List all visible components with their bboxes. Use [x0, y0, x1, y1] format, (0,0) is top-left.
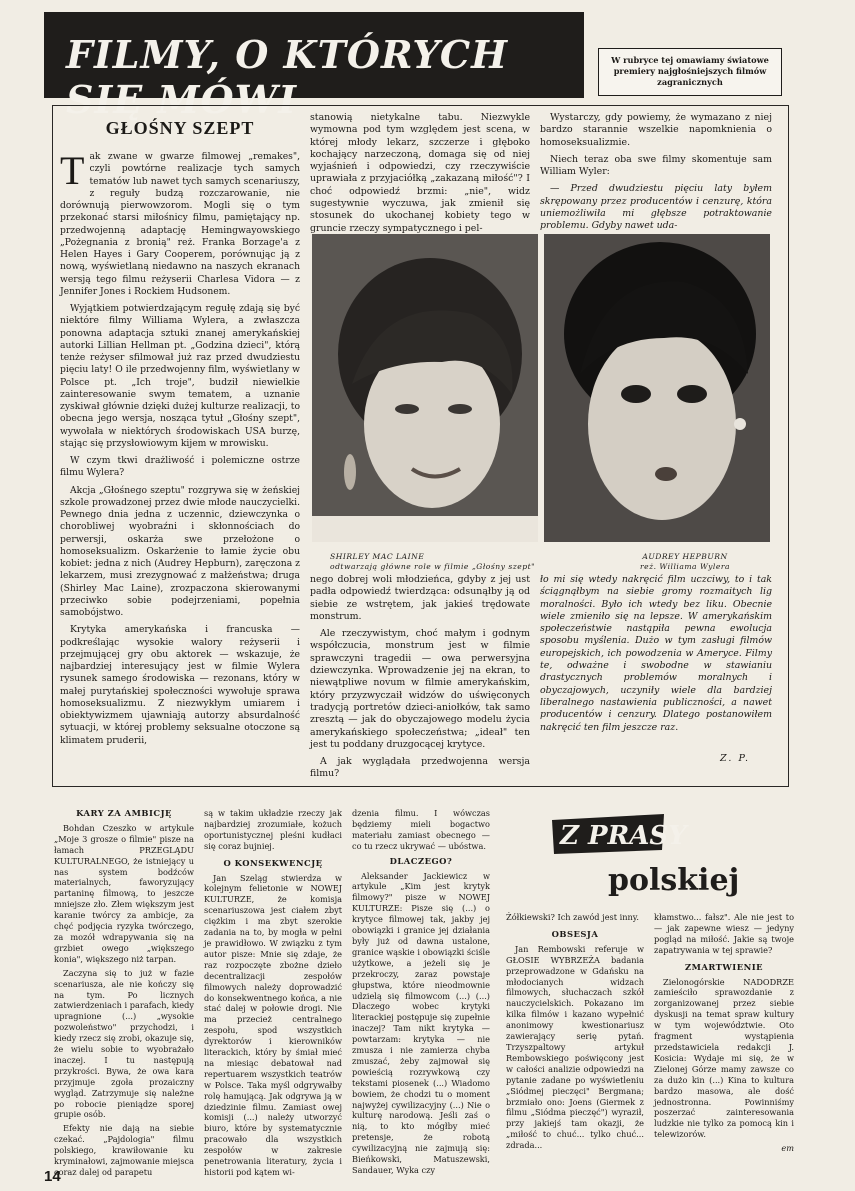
press-column-1 [54, 808, 194, 1181]
paragraph: kłamstwo... fałsz". Ale nie jest to — jak zapewne wiesz — jedyny pogląd na miłość. Jakie są twoje zapatrywania w tej sprawie? [654, 912, 794, 955]
paragraph: Krytyka amerykańska i francuska — podkreślając wysokie walory reżyserii i przejmującej gry obu aktorek — wskazuje, że najbardziej interesujący jest w filmie Wylera rysunek samego środowiska — rezonans, który w małej purytańskiej społeczności wywołuje sprawa homoseksualizmu. Z niezwykłym umiarem i obiektywizmem ujawniają autorzy absurdalność sytuacji, w której problemy seksualne otoczone są klimatem pruderii, [60, 624, 300, 746]
paragraph: dzenia filmu. I wówczas będziemy mieli bogactwo materiału zamiast obecnego — co tu rzecz ukrywać — ubóstwa. [352, 808, 490, 851]
caption-left-desc: odtwarzają główne role w filmie „Głośny szept" [330, 562, 536, 571]
page-number: 14 [44, 1168, 61, 1185]
press-signature: em [781, 1143, 794, 1154]
photo-shirley-mac-laine [312, 234, 538, 542]
paragraph: A jak wyglądała przedwojenna wersja filmu? [310, 756, 530, 780]
paragraph: Jan Szeląg stwierdza w kolejnym felietonie w NOWEJ KULTURZE, że komisja scenariuszowa jest ciałem zbyt ciężkim i ma zbyt szerokie zadania na to, by mogła w pełni je prawidłowo. W związku z tym autor pisze: Mnie się zdaje, że raz rozpoczęte zbożne dzieło decentralizacji zespołów filmowych należy doprowadzić do konsekwentnego końca, a nie stać dalej w połowie drogi. Nie ma przecież centralnego zespołu, spod wszystkich dyrektorów i kierowników literackich, który by śmiał mieć na miesiąc debatował nad repertuarem wszystkich teatrów w Polsce. Taka myśl odgrywałby rolę hamującą. Jak odgrywa ją w dziedzinie filmu. Zamiast owej komisji (...) należy utworzyć biuro, które by systematycznie pracowało dla wszystkich zespołów w zakresie penetrowania literatury, życia i historii pod kątem wi- [204, 872, 342, 1177]
article-signature: Z. P. [720, 753, 750, 764]
press-column-2 [204, 808, 342, 1181]
header-banner [44, 12, 584, 122]
subhead-konsekwencje: O KONSEKWENCJĘ [223, 857, 323, 868]
press-column-3 [352, 808, 490, 1179]
rubric-box [598, 48, 782, 96]
paragraph: Ale rzeczywistym, choć małym i godnym współczucia, monstrum jest w filmie sprawczyni tragedii — owa perwersyjna dziewczynka. Wprowadzenie jej na ekran, to niewątpliwe novum w filmie amerykańskim, który przyzwyczaił widzów do uświęconych tradycją portretów dzieci-aniołków, tak samo zresztą — jak do obyczajowego modelu życia amerykańskiego społeczeństwa; „ideał" ten jest tu poddany druzgocącej krytyce. [310, 628, 530, 750]
paragraph: Aleksander Jackiewicz w artykule „Kim jest krytyk filmowy?" pisze w NOWEJ KULTURZE: Pisze się (...) o krytyce filmowej tak, jakby jej obowiązki i granice jej działania były już od dawna ustalone, granice wąskie i obowiązki ściśle użytkowe, a jeżeli się je przekroczy, zaraz powstaje głupstwa, które nieodmownie udzielą się filmowcom (...) (...) Dlaczego wobec krytyki literackiej postępuje się zupełnie inaczej? Tam nikt krytyka — powtarzam: krytyka — nie zmusza i nie zamierza chyba zmuszać, żeby zajmował się powieścią rozrywkową czy tekstami piosenek (...) Wiadomo bowiem, że chodzi tu o moment najwyżej cywilizacyjny (...) Nie o kulturę narodową. Jeśli zaś o nią, to kto mógłby mieć pretensje, że robotą cywilizacyjną nie zajmują się: Bieńkowski, Matuszewski, Sandauer, Wyka czy [352, 870, 490, 1175]
article-column-1 [60, 116, 300, 752]
press-logo-line2: polskiej [608, 863, 740, 898]
subhead-kary: KARY ZA AMBICJĘ [76, 808, 172, 818]
paragraph: Bohdan Czeszko w artykule „Moje 3 grosze o filmie" pisze na łamach PRZEGLĄDU KULTURALNEGO, że istniejący u nas system bodźców materialnych, faworyzujący partaninę filmową, to jeszcze mniejsze zło. Złem większym jest karanie twórcy za ambicje, za chęć podjęcia ryzyka twórczego, za mozół wdrapywania się na grzbiet owego „większego konia", większego niż tarpan. [54, 822, 194, 964]
paragraph: ło mi się wtedy nakręcić film uczciwy, to i tak ściągnąłbym na siebie gromy rozmaitych lig moralności. Było ich wtedy bez liku. Obecnie wiele zmieniło się na lepsze. W amerykańskim społeczeństwie nastąpiła pewna ewolucja sposobu myślenia. Dużo w tym zasługi filmów europejskich, ich powodzenia w Ameryce. Filmy te, odważne i swobodne w stawianiu drastycznych problemów moralnych i obyczajowych, uczyniły wiele dla bardziej liberalnego nastawienia publiczności, a nawet producentów i cenzury. Dlatego postanowiłem nakręcić ten film jeszcze raz. [540, 574, 772, 733]
paragraph: są w takim układzie rzeczy jak najbardziej zrozumiałe, kożuch oportunistycznej pleśni kudłaci się coraz bujniej. [204, 808, 342, 851]
paragraph: nego dobrej woli młodzieńca, gdyby z jej ust padła odpowiedź twierdząca: odsunąłby ją od siebie ze wstrętem, jak jakieś trędowate monstrum. [310, 574, 530, 622]
article-column-2-top [310, 112, 530, 240]
photo-audrey-hepburn [544, 234, 770, 542]
caption-right-name: AUDREY HEPBURN [642, 552, 728, 561]
paragraph: Wystarczy, gdy powiemy, że wymazano z niej bardzo starannie wszelkie napomknienia o homoseksualizmie. [540, 112, 772, 148]
article-column-3-top [540, 112, 772, 238]
press-column-5 [654, 912, 794, 1154]
rubric-text: W rubryce tej omawiamy światowe premiery najgłośniejszych filmów zagranicznych [611, 55, 769, 87]
drop-cap: T [60, 148, 85, 193]
paragraph: Efekty nie dają na siebie czekać. „Pajdologia" filmu polskiego, krawiłowanie ku kryminałowi, zajmowanie miejsca coraz dalej od parapetu [54, 1123, 194, 1177]
subhead-obsesja: OBSESJA [551, 928, 599, 939]
paragraph: Wyjątkiem potwierdzającym regułę zdają się być niektóre filmy Williama Wylera, a zwłaszcza ponowna adaptacja sztuki znanej amerykańskiej autorki Lillian Hellman pt. „Godzina dzieci", którą tenże reżyser sfilmował już raz przed dwudziestu pięciu laty! O ile przedwojenny film, wyświetlany w Polsce pt. „Ich troje", budził niewielkie zainteresowanie swym tematem, a uznanie zyskiwał głównie dzięki dużej kulturze realizacji, to obecna jego wersja, nosząca tytuł „Głośny szept", wywołała w niektórych środowiskach USA burzę, stając się przysłowiowym kijem w mrowisku. [60, 303, 300, 449]
subhead-zmartwienie: ZMARTWIENIE [684, 961, 764, 972]
paragraph: Akcja „Głośnego szeptu" rozgrywa się w żeńskiej szkole prowadzonej przez dwie młode nauczycielki. Pewnego dnia jedna z uczennic, dziewczynka o chorobliwej wyobraźni i skłonnościach do perwersji, oskarża swe przełożone o homoseksualizm. Oskarżenie to łamie życie obu kobiet: jedna z nich (Audrey Hepburn), zaręczona z lekarzem, musi zrezygnować z małżeństwa; druga (Shirley Mac Laine), zrozpaczona skierowanymi przeciwko sobie podejrzeniami, popełnia samobójstwo. [60, 484, 300, 618]
caption-left-name: SHIRLEY MAC LAINE [330, 552, 425, 561]
paragraph: Zielonogórskie NADODRZE zamieściło sprawozdanie z zorganizowanej przez siebie dyskusji na temat spraw kultury w tym województwie. Oto fragment wystąpienia przedstawiciela redakcji J. Kosicia: Wydaje mi się, że w Zielonej Górze mamy zawsze co za dużo kin (...) Kina to kultura bardzo masowa, ale dość jednostronna. Powinniśmy poszerzać zainteresowania ludzkie nie tylko za pomocą kin i telewizorów. [654, 976, 794, 1140]
paragraph: Żółkiewski? Ich zawód jest inny. [506, 912, 639, 922]
paragraph: — Przed dwudziestu pięciu laty byłem skrępowany przez producentów i cenzurę, która uniemożliwiła mi głębsze potraktowanie problemu. Gdyby nawet uda- [540, 183, 772, 232]
paragraph: Niech teraz oba swe filmy skomentuje sam William Wyler: [540, 153, 772, 178]
article-column-2-bottom [310, 574, 530, 786]
section-title: FILMY, O KTÓRYCH SIĘ MÓWI [66, 32, 508, 122]
paragraph: Jan Rembowski referuje w GŁOSIE WYBRZEŻA badania przeprowadzone w Gdańsku na młodocianych widzach filmowych, słuchaczach szkół nauczycielskich. Pokazano im kilka filmów i kazano wypełnić anonimowy kwestionariusz zawierający serię pytań. Trzyszpaltowy artykuł Rembowskiego poświęcony jest w całości analizie odpowiedzi na pytanie zadane po wyświetleniu „Siódmej pieczęci" Bergmana; brzmiało ono: Joens (Giermek z filmu „Siódma pieczęć") wyraził, przy jakiejś tam okazji, że „miłość to chuć... tylko chuć... zdrada... [506, 943, 644, 1151]
article-column-3-bottom [540, 574, 772, 739]
paragraph: W czym tkwi drażliwość i polemiczne ostrze filmu Wylera? [60, 455, 300, 479]
paragraph: stanowią nietykalne tabu. Niezwykle wymowna pod tym względem jest scena, w której młody lekarz, szczerze i głęboko kochający narzeczoną, domaga się od niej wyjaśnień i odpowiedzi, czy rzeczywiście uprawiała z przyjaciółką „zakazaną miłość"? I choć odpowiedź brzmi: „nie", widz sugestywnie wyczuwa, jak zmienił się stosunek do ukochanej kobiety tego w gruncie rzeczy sympatycznego i pel- [310, 112, 530, 234]
subhead-dlaczego: DLACZEGO? [389, 855, 453, 866]
article-title: GŁOŚNY SZEPT [105, 118, 255, 138]
press-logo [548, 812, 744, 900]
press-column-4 [506, 912, 644, 1154]
press-logo-line1: Z PRASY [560, 821, 687, 851]
paragraph: Zaczyna się to już w fazie scenariusza, ale nie kończy się na tym. Po licznych zatwierdzeniach i parafach, kiedy upragnione (...) „wysokie pozwoleństwo" przychodzi, i kiedy rzecz się zrobi, okazuje się, że wielu sobie to wyobrażało inaczej. I tu następują przykrości. Bywa, że owa kara przyjmuje zgoła prozaiczny wygląd. Zatrzymuje się należne po robocie pieniądze sporej grupie osób. [54, 967, 194, 1120]
caption-right-desc: reż. Williama Wylera [639, 562, 731, 571]
paragraph: ak zwane w gwarze filmowej „remakes", czyli powtórne realizacje tych samych tematów lub nawet tych samych scenariuszy, z reguły budzą rozczarowanie, nie dorównują pierwowzorom. Mogli się o tym przekonać starsi miłośnicy filmu, pamiętający np. przedwojenną adaptację Hemingwayowskiego „Pożegnania z bronią" reż. Franka Borzage'a z Helen Hayes i Gary Cooperem, porównując ją z nową, wyświetlaną niedawno na naszych ekranach wersją tego filmu reżyserii Charlesa Vidora — z Jennifer Jones i Rockiem Hudsonem. [60, 151, 300, 297]
